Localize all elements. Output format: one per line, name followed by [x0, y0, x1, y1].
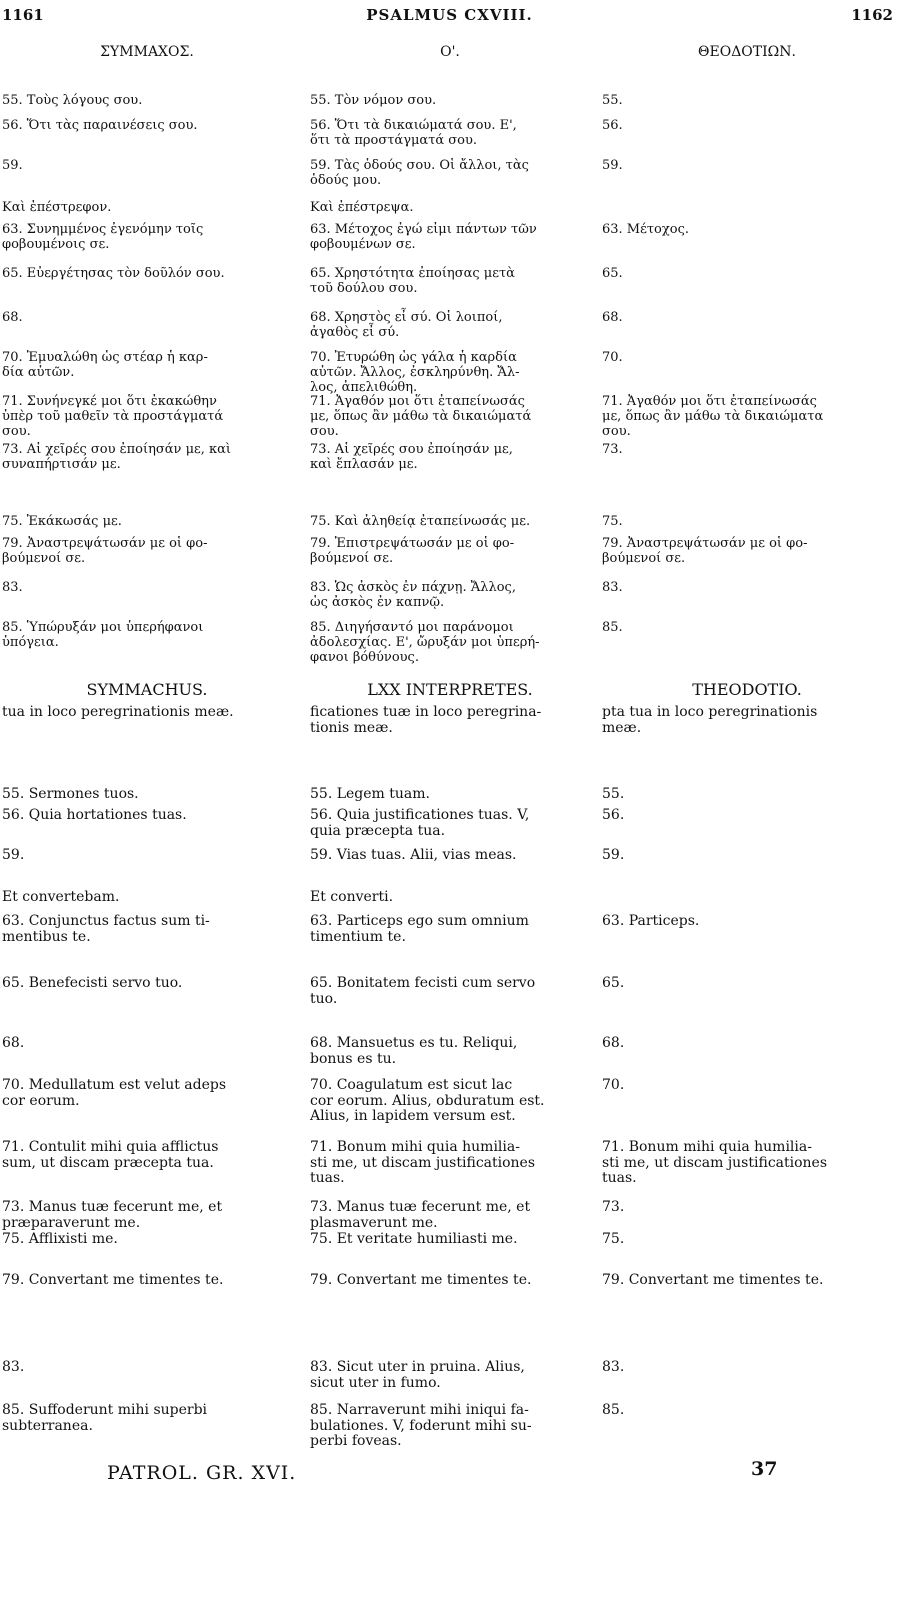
latin-theodotion-verse: 63. Particeps.	[602, 913, 700, 929]
greek-theodotion-verse: 56.	[602, 118, 623, 133]
latin-symmachus-verse: 85. Suffoderunt mihi superbi subterranea.	[2, 1402, 208, 1434]
latin-lxx-verse: 73. Manus tuæ fecerunt me, et plasmaverunt me.	[310, 1199, 531, 1231]
latin-symmachus-verse: 71. Contulit mihi quia afflictus sum, ut discam præcepta tua.	[2, 1139, 219, 1171]
greek-symmachus-verse: 65. Εὐεργέτησας τὸν δοῦλόν σου.	[2, 266, 225, 281]
latin-lxx-verse: 63. Particeps ego sum omnium timentium te.	[310, 913, 529, 945]
greek-head-theodotion: ΘΕΟΔΟΤΙΩΝ.	[698, 44, 796, 60]
greek-symmachus-verse: 71. Συνήνεγκέ μοι ὅτι ἐκακώθην ὑπὲρ τοῦ μαθεῖν τὰ προστάγματά σου.	[2, 394, 224, 439]
greek-theodotion-verse: 70.	[602, 350, 623, 365]
greek-symmachus-verse: 75. Ἐκάκωσάς με.	[2, 514, 122, 529]
latin-symmachus-verse: 56. Quia hortationes tuas.	[2, 807, 187, 823]
greek-theodotion-verse: 63. Μέτοχος.	[602, 222, 689, 237]
greek-symmachus-verse: 59.	[2, 158, 23, 173]
footer-signature: PATROL. GR. XVI.	[107, 1462, 297, 1484]
greek-lxx-verse: 68. Χρηστὸς εἶ σύ. Οἱ λοιποί, ἀγαθὸς εἶ σύ.	[310, 310, 503, 340]
greek-theodotion-verse: 55.	[602, 93, 623, 108]
latin-theodotion-verse: 56.	[602, 807, 625, 823]
greek-theodotion-verse: 73.	[602, 442, 623, 457]
greek-theodotion-verse: 59.	[602, 158, 623, 173]
greek-theodotion-verse: 71. Ἀγαθόν μοι ὅτι ἐταπείνωσάς με, ὅπως ἂν μάθω τὰ δικαιώματα σου.	[602, 394, 824, 439]
latin-theodotion-verse: 73.	[602, 1199, 625, 1215]
latin-theodotion-verse: 59.	[602, 847, 625, 863]
greek-head-lxx: Ο'.	[440, 44, 460, 60]
latin-lxx-verse: 68. Mansuetus es tu. Reliqui, bonus es tu.	[310, 1035, 518, 1067]
latin-lxx-verse: 85. Narraverunt mihi iniqui fa- bulationes. V, foderunt mihi su- perbi foveas.	[310, 1402, 532, 1449]
greek-theodotion-verse: 65.	[602, 266, 623, 281]
latin-symmachus-verse: 59.	[2, 847, 25, 863]
latin-theodotion-verse: 75.	[602, 1231, 625, 1247]
page-number-right: 1162	[851, 6, 893, 24]
greek-lxx-verse: 75. Καὶ ἀληθείᾳ ἐταπείνωσάς με.	[310, 514, 531, 529]
latin-theodotion-verse: 55.	[602, 786, 625, 802]
latin-theodotion-verse: 85.	[602, 1402, 625, 1418]
greek-lxx-verse: 55. Τὸν νόμον σου.	[310, 93, 437, 108]
greek-lxx-verse: 56. Ὅτι τὰ δικαιώματά σου. Ε', ὅτι τὰ προστάγματά σου.	[310, 118, 517, 148]
greek-lxx-verse: 71. Ἀγαθόν μοι ὅτι ἐταπείνωσάς με, ὅπως ἂν μάθω τὰ δικαιώματά σου.	[310, 394, 532, 439]
greek-symmachus-verse: 83.	[2, 580, 23, 595]
page-number-left: 1161	[2, 6, 44, 24]
latin-lxx-verse: 56. Quia justificationes tuas. V, quia præcepta tua.	[310, 807, 530, 839]
latin-lxx-verse: 71. Bonum mihi quia humilia- sti me, ut discam justificationes tuas.	[310, 1139, 536, 1186]
greek-lxx-verse: 59. Τὰς ὁδούς σου. Οἱ ἄλλοι, τὰς ὁδούς μου.	[310, 158, 529, 188]
greek-lxx-verse: Καὶ ἐπέστρεψα.	[310, 200, 414, 215]
running-title: PSALMUS CXVIII.	[366, 6, 533, 24]
greek-symmachus-verse: 63. Συνημμένος ἐγενόμην τοῖς φοβουμένοις σε.	[2, 222, 204, 252]
greek-theodotion-verse: 79. Ἀναστρεψάτωσάν με οἱ φο- βούμενοί σε.	[602, 536, 808, 566]
greek-symmachus-verse: 79. Ἀναστρεψάτωσάν με οἱ φο- βούμενοί σε.	[2, 536, 208, 566]
latin-lxx-verse: 55. Legem tuam.	[310, 786, 430, 802]
greek-symmachus-verse: 55. Τοὺς λόγους σου.	[2, 93, 143, 108]
latin-symmachus-verse: 79. Convertant me timentes te.	[2, 1272, 224, 1288]
latin-symmachus-verse: 68.	[2, 1035, 25, 1051]
greek-symmachus-verse: 70. Ἐμυαλώθη ὡς στέαρ ἡ καρ- δία αὐτῶν.	[2, 350, 208, 380]
latin-symmachus-verse: 73. Manus tuæ fecerunt me, et præparaverunt me.	[2, 1199, 223, 1231]
latin-theodotion-verse: 83.	[602, 1359, 625, 1375]
latin-theodotion-verse: 70.	[602, 1077, 625, 1093]
greek-lxx-verse: 85. Διηγήσαντό μοι παράνομοι ἀδολεσχίας. Ε', ὤρυξάν μοι ὑπερή- φανοι βόθύνους.	[310, 620, 540, 665]
greek-lxx-verse: 83. Ὡς ἀσκὸς ἐν πάχνῃ. Ἄλλος, ὡς ἀσκὸς ἐν καπνῷ.	[310, 580, 516, 610]
latin-symmachus-verse: Et convertebam.	[2, 889, 120, 905]
greek-lxx-verse: 73. Αἱ χεῖρές σου ἐποίησάν με, καὶ ἔπλασάν με.	[310, 442, 513, 472]
greek-symmachus-verse: Καὶ ἐπέστρεφον.	[2, 200, 112, 215]
latin-head-lxx: LXX INTERPRETES.	[367, 680, 533, 699]
latin-symmachus-verse: 55. Sermones tuos.	[2, 786, 139, 802]
greek-symmachus-verse: 85. Ὑπώρυξάν μοι ὑπερήφανοι ὑπόγεια.	[2, 620, 204, 650]
latin-lxx-continuation: ficationes tuæ in loco peregrina- tionis meæ.	[310, 704, 542, 736]
latin-lxx-verse: 70. Coagulatum est sicut lac cor eorum. Alius, obduratum est. Alius, in lapidem versum est.	[310, 1077, 545, 1124]
latin-head-symmachus: SYMMACHUS.	[86, 680, 208, 699]
greek-theodotion-verse: 85.	[602, 620, 623, 635]
latin-symmachus-verse: 75. Afflixisti me.	[2, 1231, 118, 1247]
latin-lxx-verse: 83. Sicut uter in pruina. Alius, sicut uter in fumo.	[310, 1359, 525, 1391]
latin-symmachus-verse: 83.	[2, 1359, 25, 1375]
greek-symmachus-verse: 68.	[2, 310, 23, 325]
latin-theodotion-verse: 71. Bonum mihi quia humilia- sti me, ut discam justificationes tuas.	[602, 1139, 828, 1186]
latin-lxx-verse: 75. Et veritate humiliasti me.	[310, 1231, 518, 1247]
greek-theodotion-verse: 75.	[602, 514, 623, 529]
latin-theodotion-verse: 68.	[602, 1035, 625, 1051]
latin-head-theodotion: THEODOTIO.	[692, 680, 802, 699]
latin-symmachus-verse: 65. Benefecisti servo tuo.	[2, 975, 183, 991]
latin-lxx-verse: 65. Bonitatem fecisti cum servo tuo.	[310, 975, 536, 1007]
greek-theodotion-verse: 83.	[602, 580, 623, 595]
latin-theodotion-continuation: pta tua in loco peregrinationis meæ.	[602, 704, 818, 736]
greek-theodotion-verse: 68.	[602, 310, 623, 325]
latin-symmachus-verse: 63. Conjunctus factus sum ti- mentibus te.	[2, 913, 210, 945]
latin-symmachus-continuation: tua in loco peregrinationis meæ.	[2, 704, 234, 720]
latin-lxx-verse: 79. Convertant me timentes te.	[310, 1272, 532, 1288]
latin-theodotion-verse: 79. Convertant me timentes te.	[602, 1272, 824, 1288]
latin-symmachus-verse: 70. Medullatum est velut adeps cor eorum.	[2, 1077, 227, 1109]
greek-lxx-verse: 70. Ἐτυρώθη ὡς γάλα ἡ καρδία αὐτῶν. Ἄλλος, ἐσκληρύνθη. Ἄλ- λος, ἀπελιθώθη.	[310, 350, 520, 395]
footer-sheet-number: 37	[751, 1458, 778, 1480]
greek-lxx-verse: 63. Μέτοχος ἐγώ εἰμι πάντων τῶν φοβουμένων σε.	[310, 222, 537, 252]
greek-symmachus-verse: 56. Ὅτι τὰς παραινέσεις σου.	[2, 118, 198, 133]
latin-theodotion-verse: 65.	[602, 975, 625, 991]
greek-head-symmachus: ΣΥΜΜΑΧΟΣ.	[100, 44, 194, 60]
greek-lxx-verse: 65. Χρηστότητα ἐποίησας μετὰ τοῦ δούλου σου.	[310, 266, 515, 296]
latin-lxx-verse: 59. Vias tuas. Alii, vias meas.	[310, 847, 517, 863]
greek-lxx-verse: 79. Ἐπιστρεψάτωσάν με οἱ φο- βούμενοί σε.	[310, 536, 515, 566]
greek-symmachus-verse: 73. Αἱ χεῖρές σου ἐποίησάν με, καὶ συναπήρτισάν με.	[2, 442, 232, 472]
latin-lxx-verse: Et converti.	[310, 889, 394, 905]
